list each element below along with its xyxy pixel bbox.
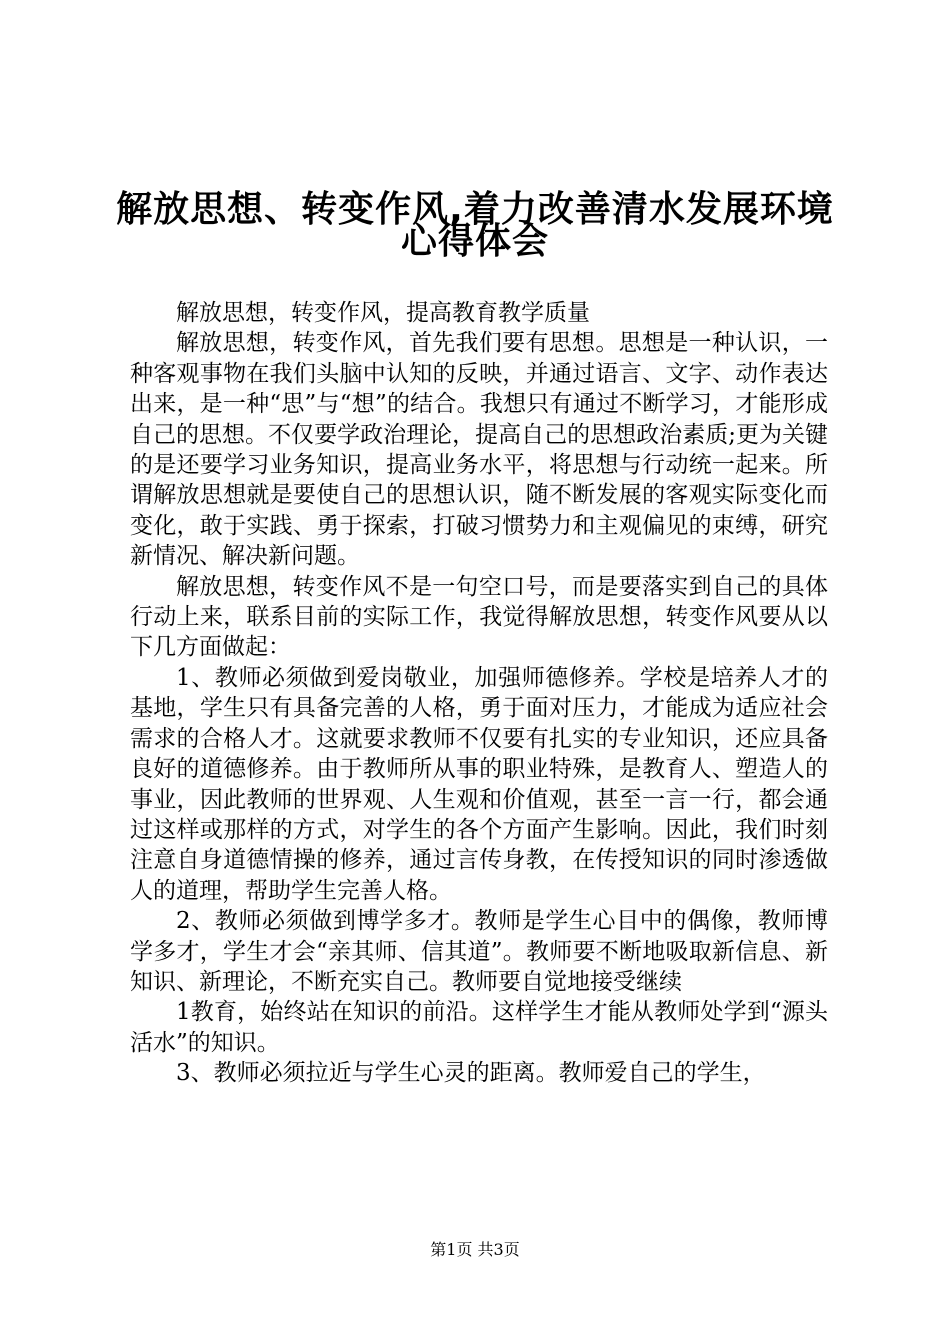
document-title-line-1: 解放思想、转变作风,着力改善清水发展环境 [116,189,834,230]
document-title-line-2: 心得体会 [400,221,549,262]
document-body [130,298,828,1089]
subtitle-paragraph: 解放思想，转变作风，提高教育教学质量 [176,300,590,326]
paragraph-2: 解放思想，转变作风不是一句空口号，而是要落实到自己的具体行动上来，联系目前的实际工作，我觉得解放思想，转变作风要从以下几方面做起： [130,573,828,661]
paragraph-4: 2、教师必须做到博学多才。教师是学生心目中的偶像，教师博学多才，学生才会“亲其师、信其道”。教师要不断地吸取新信息、新知识、新理论，不断充实自己。教师要自觉地接受继续 [130,908,828,995]
paragraph-3: 1、教师必须做到爱岗敬业，加强师德修养。学校是培养人才的基地，学生只有具备完善的人格，勇于面对压力，才能成为适应社会需求的合格人才。这就要求教师不仅要有扎实的专业知识，还应具备良好的道德修养。由于教师所从事的职业特殊，是教育人、塑造人的事业，因此教师的世界观、人生观和价值观，甚至一言一行，都会通过这样或那样的方式，对学生的各个方面产生影响。因此，我们时刻注意自身道德情操的修养，通过言传身教，在传授知识的同时渗透做人的道理，帮助学生完善人格。 [130,664,828,904]
paragraph-6: 3、教师必须拉近与学生心灵的距离。教师爱自己的学生， [176,1060,766,1087]
paragraph-1: 解放思想，转变作风，首先我们要有思想。思想是一种认识，一种客观事物在我们头脑中认知的反映，并通过语言、文字、动作表达出来，是一种“思”与“想”的结合。我想只有通过不断学习，才能形成自己的思想。不仅要学政治理论，提高自己的思想政治素质;更为关键的是还要学习业务知识，提高业务水平，将思想与行动统一起来。所谓解放思想就是要使自己的思想认识，随不断发展的客观实际变化而变化，敢于实践、勇于探索，打破习惯势力和主观偏见的束缚，研究新情况、解决新问题。 [130,330,828,570]
page-footer: 第1页 共3页 [430,1240,520,1259]
paragraph-5: 1教育，始终站在知识的前沿。这样学生才能从教师处学到“源头活水”的知识。 [130,999,828,1056]
